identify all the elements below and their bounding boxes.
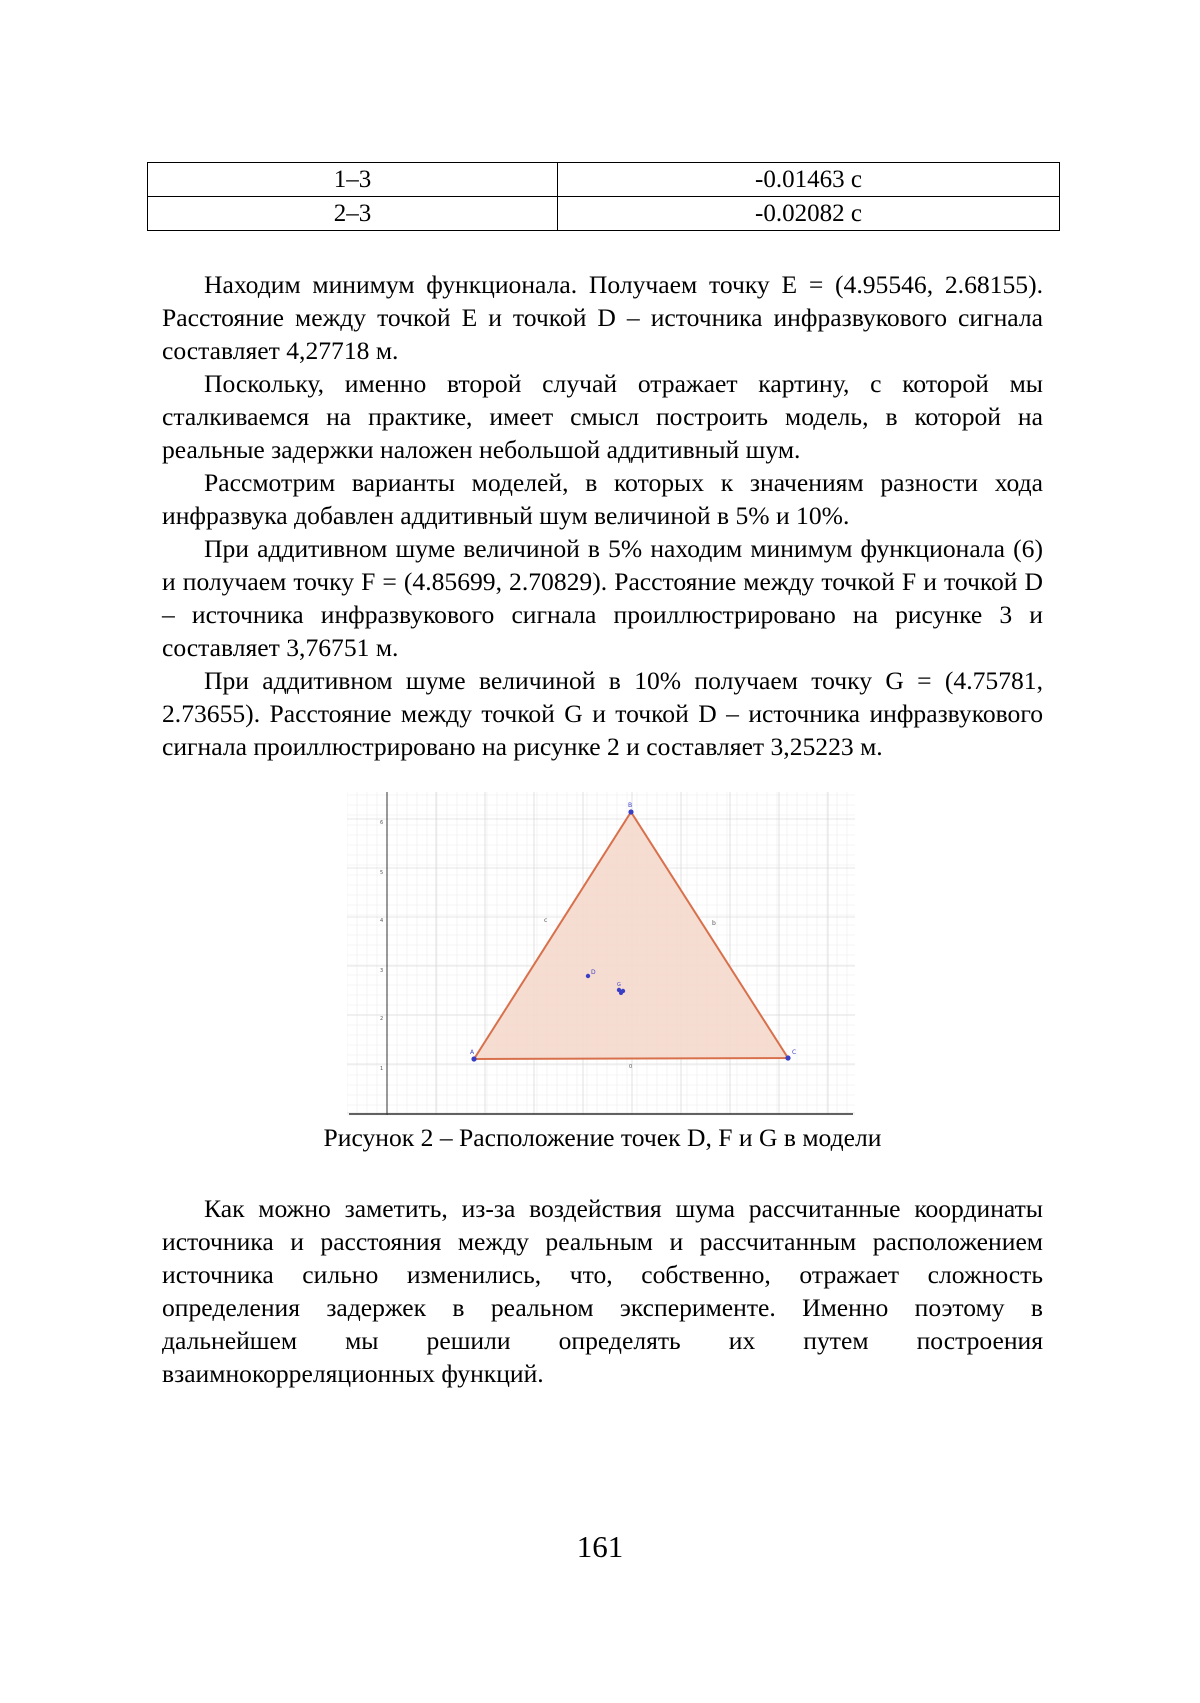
paragraph-noise-10-percent: При аддитивном шуме величиной в 10% получаем точку G = (4.75781, 2.73655). Расстояние между точкой G и точкой D – источника инфразвукового сигнала проиллюстрировано на рисунке 2 и составляет 3,25223 м. xyxy=(162,666,1043,761)
edge-b-label: b xyxy=(712,920,716,927)
edge-c-label: c xyxy=(544,917,548,924)
vertex-c-point xyxy=(785,1055,790,1060)
paragraph-model-variants: Рассмотрим варианты моделей, в которых к значениям разности хода инфразвука добавлен аддитивный шум величиной в 5% и 10%. xyxy=(162,468,1043,530)
table-cell-delay: -0.02082 с xyxy=(558,197,1060,231)
y-tick-1: 1 xyxy=(380,1066,384,1072)
paragraph-conclusion: Как можно заметить, из-за воздействия шума рассчитанные координаты источника и расстояния между реальным и рассчитанным расположением источника сильно изменились, что, собственно, отражает сложность определения задержек в реальном эксперименте. Именно поэтому в дальнейшем мы решили определять их путем построения взаимнокорреляционных функций. xyxy=(162,1194,1043,1388)
table-cell-pair: 2–3 xyxy=(148,197,558,231)
paragraph-noise-model: Поскольку, именно второй случай отражает картину, с которой мы сталкиваемся на практике, имеет смысл построить модель, в которой на реальные задержки наложен небольшой аддитивный шум. xyxy=(162,369,1043,464)
figure-caption: Рисунок 2 – Расположение точек D, F и G в модели xyxy=(323,1123,882,1152)
y-tick-3: 3 xyxy=(380,968,384,974)
point-d-label: D xyxy=(591,969,596,976)
vertex-a-label: A xyxy=(470,1049,475,1056)
vertex-c-label: C xyxy=(792,1049,797,1056)
table-cell-delay: -0.01463 с xyxy=(558,163,1060,197)
paragraph-minimum-point-e: Находим минимум функционала. Получаем точку E = (4.95546, 2.68155). Расстояние между точкой E и точкой D – источника инфразвукового сигнала составляет 4,27718 м. xyxy=(162,270,1043,365)
x-tick-origin: 0 xyxy=(629,1064,633,1070)
y-tick-5: 5 xyxy=(380,870,384,876)
paragraph-noise-5-percent: При аддитивном шуме величиной в 5% находим минимум функционала (6) и получаем точку F = (4.85699, 2.70829). Расстояние между точкой F и точкой D – источника инфразвукового сигнала проиллюстрировано на рисунке 3 и составляет 3,76751 м. xyxy=(162,534,1043,662)
point-e xyxy=(619,991,623,995)
table-row xyxy=(148,197,1060,231)
point-g-label: G xyxy=(617,982,621,988)
table-cell-pair: 1–3 xyxy=(148,163,558,197)
y-tick-2: 2 xyxy=(380,1016,384,1022)
delay-table xyxy=(147,162,1060,231)
figure-triangle-plot xyxy=(347,792,855,1117)
y-tick-6: 6 xyxy=(380,820,384,826)
table-row xyxy=(148,163,1060,197)
vertex-b-point xyxy=(628,809,633,814)
triangle-abc xyxy=(474,812,788,1059)
point-d xyxy=(586,974,590,978)
vertex-b-label: B xyxy=(628,802,633,809)
y-tick-4: 4 xyxy=(380,918,384,924)
page-number: 161 xyxy=(576,1529,624,1564)
vertex-a-point xyxy=(471,1056,476,1061)
